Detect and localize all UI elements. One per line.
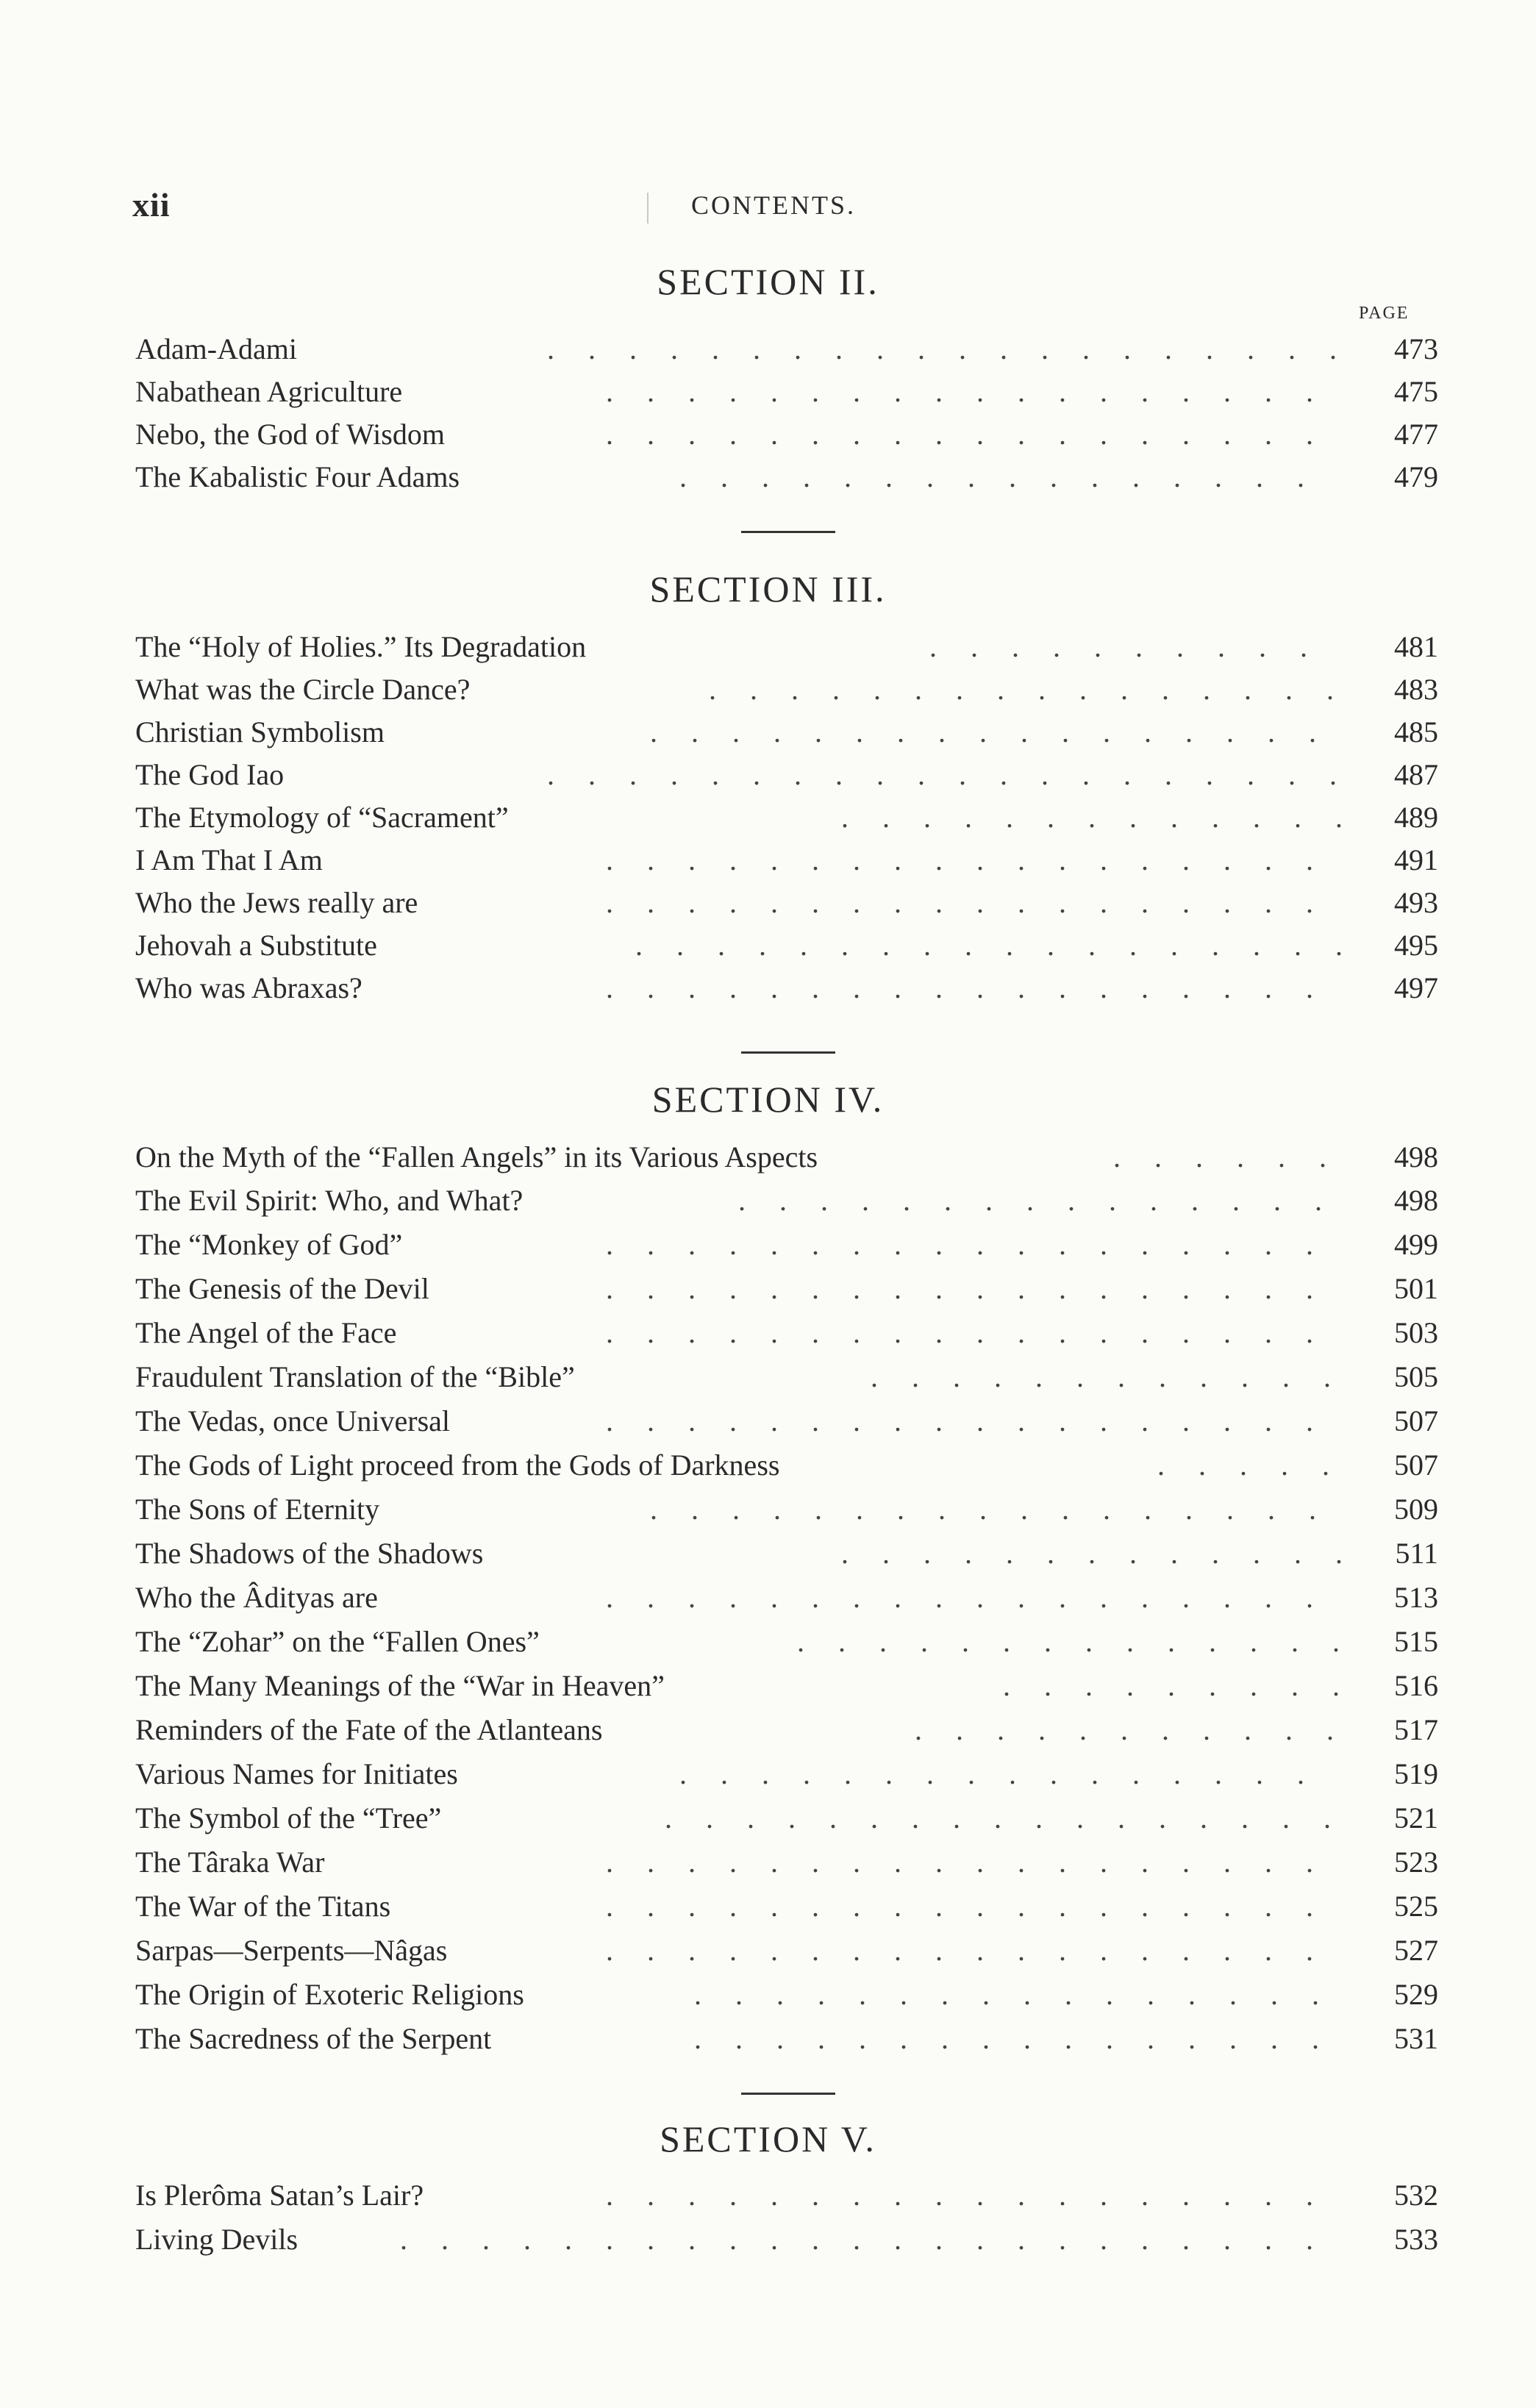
entry-page: 511: [1395, 1537, 1438, 1570]
toc-entry[interactable]: [135, 1489, 1438, 1530]
entry-page: 533: [1394, 2223, 1438, 2256]
entry-title: The “Zohar” on the “Fallen Ones”: [135, 1625, 540, 1658]
dot-leader: ..................: [606, 418, 1347, 451]
entry-title: The Târaka War: [135, 1846, 325, 1879]
toc-entry[interactable]: [135, 1268, 1438, 1310]
section-divider: [741, 1051, 835, 1054]
entry-page: 477: [1394, 418, 1438, 451]
dot-leader: .................: [650, 1493, 1350, 1526]
entry-title: The “Monkey of God”: [135, 1228, 403, 1261]
dot-leader: ..................: [606, 375, 1347, 408]
entry-title: Various Names for Initiates: [135, 1757, 458, 1790]
toc-entry[interactable]: [135, 1842, 1438, 1883]
toc-entry[interactable]: [135, 457, 1438, 498]
entry-page: 493: [1394, 886, 1438, 919]
entry-title: The Sacredness of the Serpent: [135, 2022, 492, 2055]
dot-leader: ..................: [635, 929, 1376, 962]
entry-page: 483: [1394, 673, 1438, 706]
toc-entry[interactable]: [135, 968, 1438, 1009]
entry-page: 475: [1394, 375, 1438, 408]
toc-entry[interactable]: [135, 1357, 1438, 1398]
entry-page: 489: [1394, 801, 1438, 834]
toc-entry[interactable]: [135, 1533, 1438, 1574]
toc-entry[interactable]: [135, 1798, 1438, 1839]
entry-title: The Gods of Light proceed from the Gods of Darkness: [135, 1448, 780, 1482]
entry-page: 509: [1394, 1493, 1438, 1526]
entry-page: 517: [1394, 1713, 1438, 1746]
entry-title: Jehovah a Substitute: [135, 929, 377, 962]
toc-entry[interactable]: [135, 2219, 1438, 2260]
entry-page: 481: [1394, 630, 1438, 663]
entry-title: The Sons of Eternity: [135, 1493, 380, 1526]
entry-title: Christian Symbolism: [135, 715, 385, 749]
dot-leader: ..................: [606, 1581, 1347, 1614]
dot-leader: .................: [665, 1801, 1365, 1834]
toc-entry[interactable]: [135, 1445, 1438, 1486]
toc-entry[interactable]: [135, 925, 1438, 966]
entry-title: The Kabalistic Four Adams: [135, 460, 460, 493]
toc-entry[interactable]: [135, 1709, 1438, 1751]
entry-title: The Symbol of the “Tree”: [135, 1801, 442, 1834]
entry-title: The Many Meanings of the “War in Heaven”: [135, 1669, 665, 1702]
dot-leader: ................: [709, 673, 1368, 706]
toc-entry[interactable]: [135, 1886, 1438, 1927]
section-heading: SECTION IV.: [651, 1079, 885, 1120]
toc-entry[interactable]: [135, 1930, 1438, 1971]
entry-title: Nabathean Agriculture: [135, 375, 403, 408]
toc-entry[interactable]: [135, 626, 1438, 668]
section-divider: [741, 531, 835, 533]
entry-title: Who the Âdityas are: [135, 1581, 378, 1614]
dot-leader: ..................: [606, 1846, 1347, 1879]
toc-entry[interactable]: [135, 2018, 1438, 2059]
entry-title: The Shadows of the Shadows: [135, 1537, 484, 1570]
dot-leader: ..............: [797, 1625, 1374, 1658]
entry-page: 498: [1394, 1184, 1438, 1217]
dot-leader: ..........: [929, 630, 1341, 663]
entry-title: The Origin of Exoteric Religions: [135, 1978, 524, 2011]
dot-leader: ....................: [547, 332, 1371, 365]
entry-page: 485: [1394, 715, 1438, 749]
toc-entry[interactable]: [135, 2175, 1438, 2216]
entry-page: 491: [1394, 843, 1438, 876]
entry-title: The War of the Titans: [135, 1890, 391, 1923]
toc-entry[interactable]: [135, 1312, 1438, 1354]
entry-title: The Etymology of “Sacrament”: [135, 801, 509, 834]
entry-title: The Evil Spirit: Who, and What?: [135, 1184, 524, 1217]
toc-entry[interactable]: [135, 712, 1438, 753]
dot-leader: ............: [871, 1360, 1365, 1393]
entry-page: 503: [1394, 1316, 1438, 1349]
dot-leader: ...........: [915, 1713, 1368, 1746]
entry-title: The “Holy of Holies.” Its Degradation: [135, 630, 587, 663]
dot-leader: ..................: [606, 1934, 1347, 1967]
entry-title: Living Devils: [135, 2223, 299, 2256]
entry-title: On the Myth of the “Fallen Angels” in its Various Aspects: [135, 1140, 818, 1173]
section-heading: SECTION V.: [660, 2118, 876, 2159]
dot-leader: ..................: [606, 886, 1347, 919]
entry-page: 515: [1394, 1625, 1438, 1658]
entry-title: Is Plerôma Satan’s Lair?: [135, 2179, 424, 2212]
dot-leader: .....: [1157, 1448, 1363, 1482]
dot-leader: .............: [841, 801, 1376, 834]
entry-page: 516: [1394, 1669, 1438, 1702]
page-column-label: PAGE: [1359, 304, 1410, 323]
entry-page: 473: [1394, 332, 1438, 365]
entry-page: 521: [1394, 1801, 1438, 1834]
entry-page: 497: [1394, 971, 1438, 1004]
dot-leader: ..................: [606, 843, 1347, 876]
toc-entry[interactable]: [135, 1665, 1438, 1707]
dot-leader: ..................: [606, 971, 1347, 1004]
entry-title: Adam-Adami: [135, 332, 297, 365]
entry-title: The Angel of the Face: [135, 1316, 397, 1349]
entry-title: Sarpas—Serpents—Nâgas: [135, 1934, 448, 1967]
section-divider: [741, 2093, 835, 2095]
dot-leader: ..................: [606, 1228, 1347, 1261]
entry-page: 531: [1394, 2022, 1438, 2055]
entry-page: 529: [1394, 1978, 1438, 2011]
entry-title: Nebo, the God of Wisdom: [135, 418, 445, 451]
entry-title: The Vedas, once Universal: [135, 1404, 451, 1437]
toc-entry[interactable]: [135, 754, 1438, 796]
dot-leader: .........: [1003, 1669, 1374, 1702]
entry-title: What was the Circle Dance?: [135, 673, 471, 706]
entry-page: 513: [1394, 1581, 1438, 1614]
toc-entry[interactable]: [135, 882, 1438, 923]
dot-leader: ..................: [606, 1404, 1347, 1437]
dot-leader: ..................: [606, 1890, 1347, 1923]
dot-leader: .................: [650, 715, 1350, 749]
entry-page: 527: [1394, 1934, 1438, 1967]
dot-leader: ................: [694, 2022, 1353, 2055]
toc-entry[interactable]: [135, 1974, 1438, 2015]
toc-entry[interactable]: [135, 797, 1438, 838]
entry-title: The Genesis of the Devil: [135, 1272, 429, 1305]
entry-title: Fraudulent Translation of the “Bible”: [135, 1360, 575, 1393]
toc-entry[interactable]: [135, 371, 1438, 412]
toc-entry[interactable]: [135, 1224, 1438, 1265]
toc-entry[interactable]: [135, 329, 1438, 370]
toc-entry[interactable]: [135, 669, 1438, 710]
toc-entry[interactable]: [135, 1754, 1438, 1795]
section-heading: SECTION II.: [657, 261, 879, 302]
header-divider: [647, 193, 649, 224]
dot-leader: ..................: [606, 1272, 1347, 1305]
toc-entry[interactable]: [135, 1180, 1438, 1221]
toc-entry[interactable]: [135, 1577, 1438, 1618]
entry-page: 532: [1394, 2179, 1438, 2212]
running-head: [132, 185, 1456, 229]
dot-leader: ................: [694, 1978, 1353, 2011]
entry-title: I Am That I Am: [135, 843, 323, 876]
entry-page: 523: [1394, 1846, 1438, 1879]
entry-page: 505: [1394, 1360, 1438, 1393]
entry-page: 479: [1394, 460, 1438, 493]
dot-leader: ......: [1113, 1140, 1360, 1173]
entry-page: 501: [1394, 1272, 1438, 1305]
entry-page: 525: [1394, 1890, 1438, 1923]
toc-entry[interactable]: [135, 840, 1438, 881]
entry-page: 507: [1394, 1404, 1438, 1437]
entry-title: Who the Jews really are: [135, 886, 418, 919]
entry-page: 499: [1394, 1228, 1438, 1261]
page-number: xii: [132, 186, 171, 224]
entry-title: Who was Abraxas?: [135, 971, 362, 1004]
entry-page: 498: [1394, 1140, 1438, 1173]
section-heading: SECTION III.: [649, 568, 887, 610]
entry-page: 507: [1394, 1448, 1438, 1482]
dot-leader: ....................: [547, 758, 1371, 791]
entry-page: 487: [1394, 758, 1438, 791]
toc-entry[interactable]: [135, 414, 1438, 455]
entry-title: Reminders of the Fate of the Atlanteans: [135, 1713, 603, 1746]
dot-leader: ..................: [606, 1316, 1347, 1349]
dot-leader: ..................: [606, 2179, 1347, 2212]
dot-leader: ................: [679, 460, 1338, 493]
entry-page: 495: [1394, 929, 1438, 962]
running-title: CONTENTS.: [691, 190, 856, 220]
entry-title: The God Iao: [135, 758, 285, 791]
toc-entry[interactable]: [135, 1137, 1438, 1178]
dot-leader: ................: [679, 1757, 1338, 1790]
dot-leader: ...............: [738, 1184, 1356, 1217]
toc-entry[interactable]: [135, 1401, 1438, 1442]
entry-page: 519: [1394, 1757, 1438, 1790]
dot-leader: .............: [841, 1537, 1376, 1570]
dot-leader: .......................: [400, 2223, 1347, 2256]
toc-entry[interactable]: [135, 1621, 1438, 1662]
